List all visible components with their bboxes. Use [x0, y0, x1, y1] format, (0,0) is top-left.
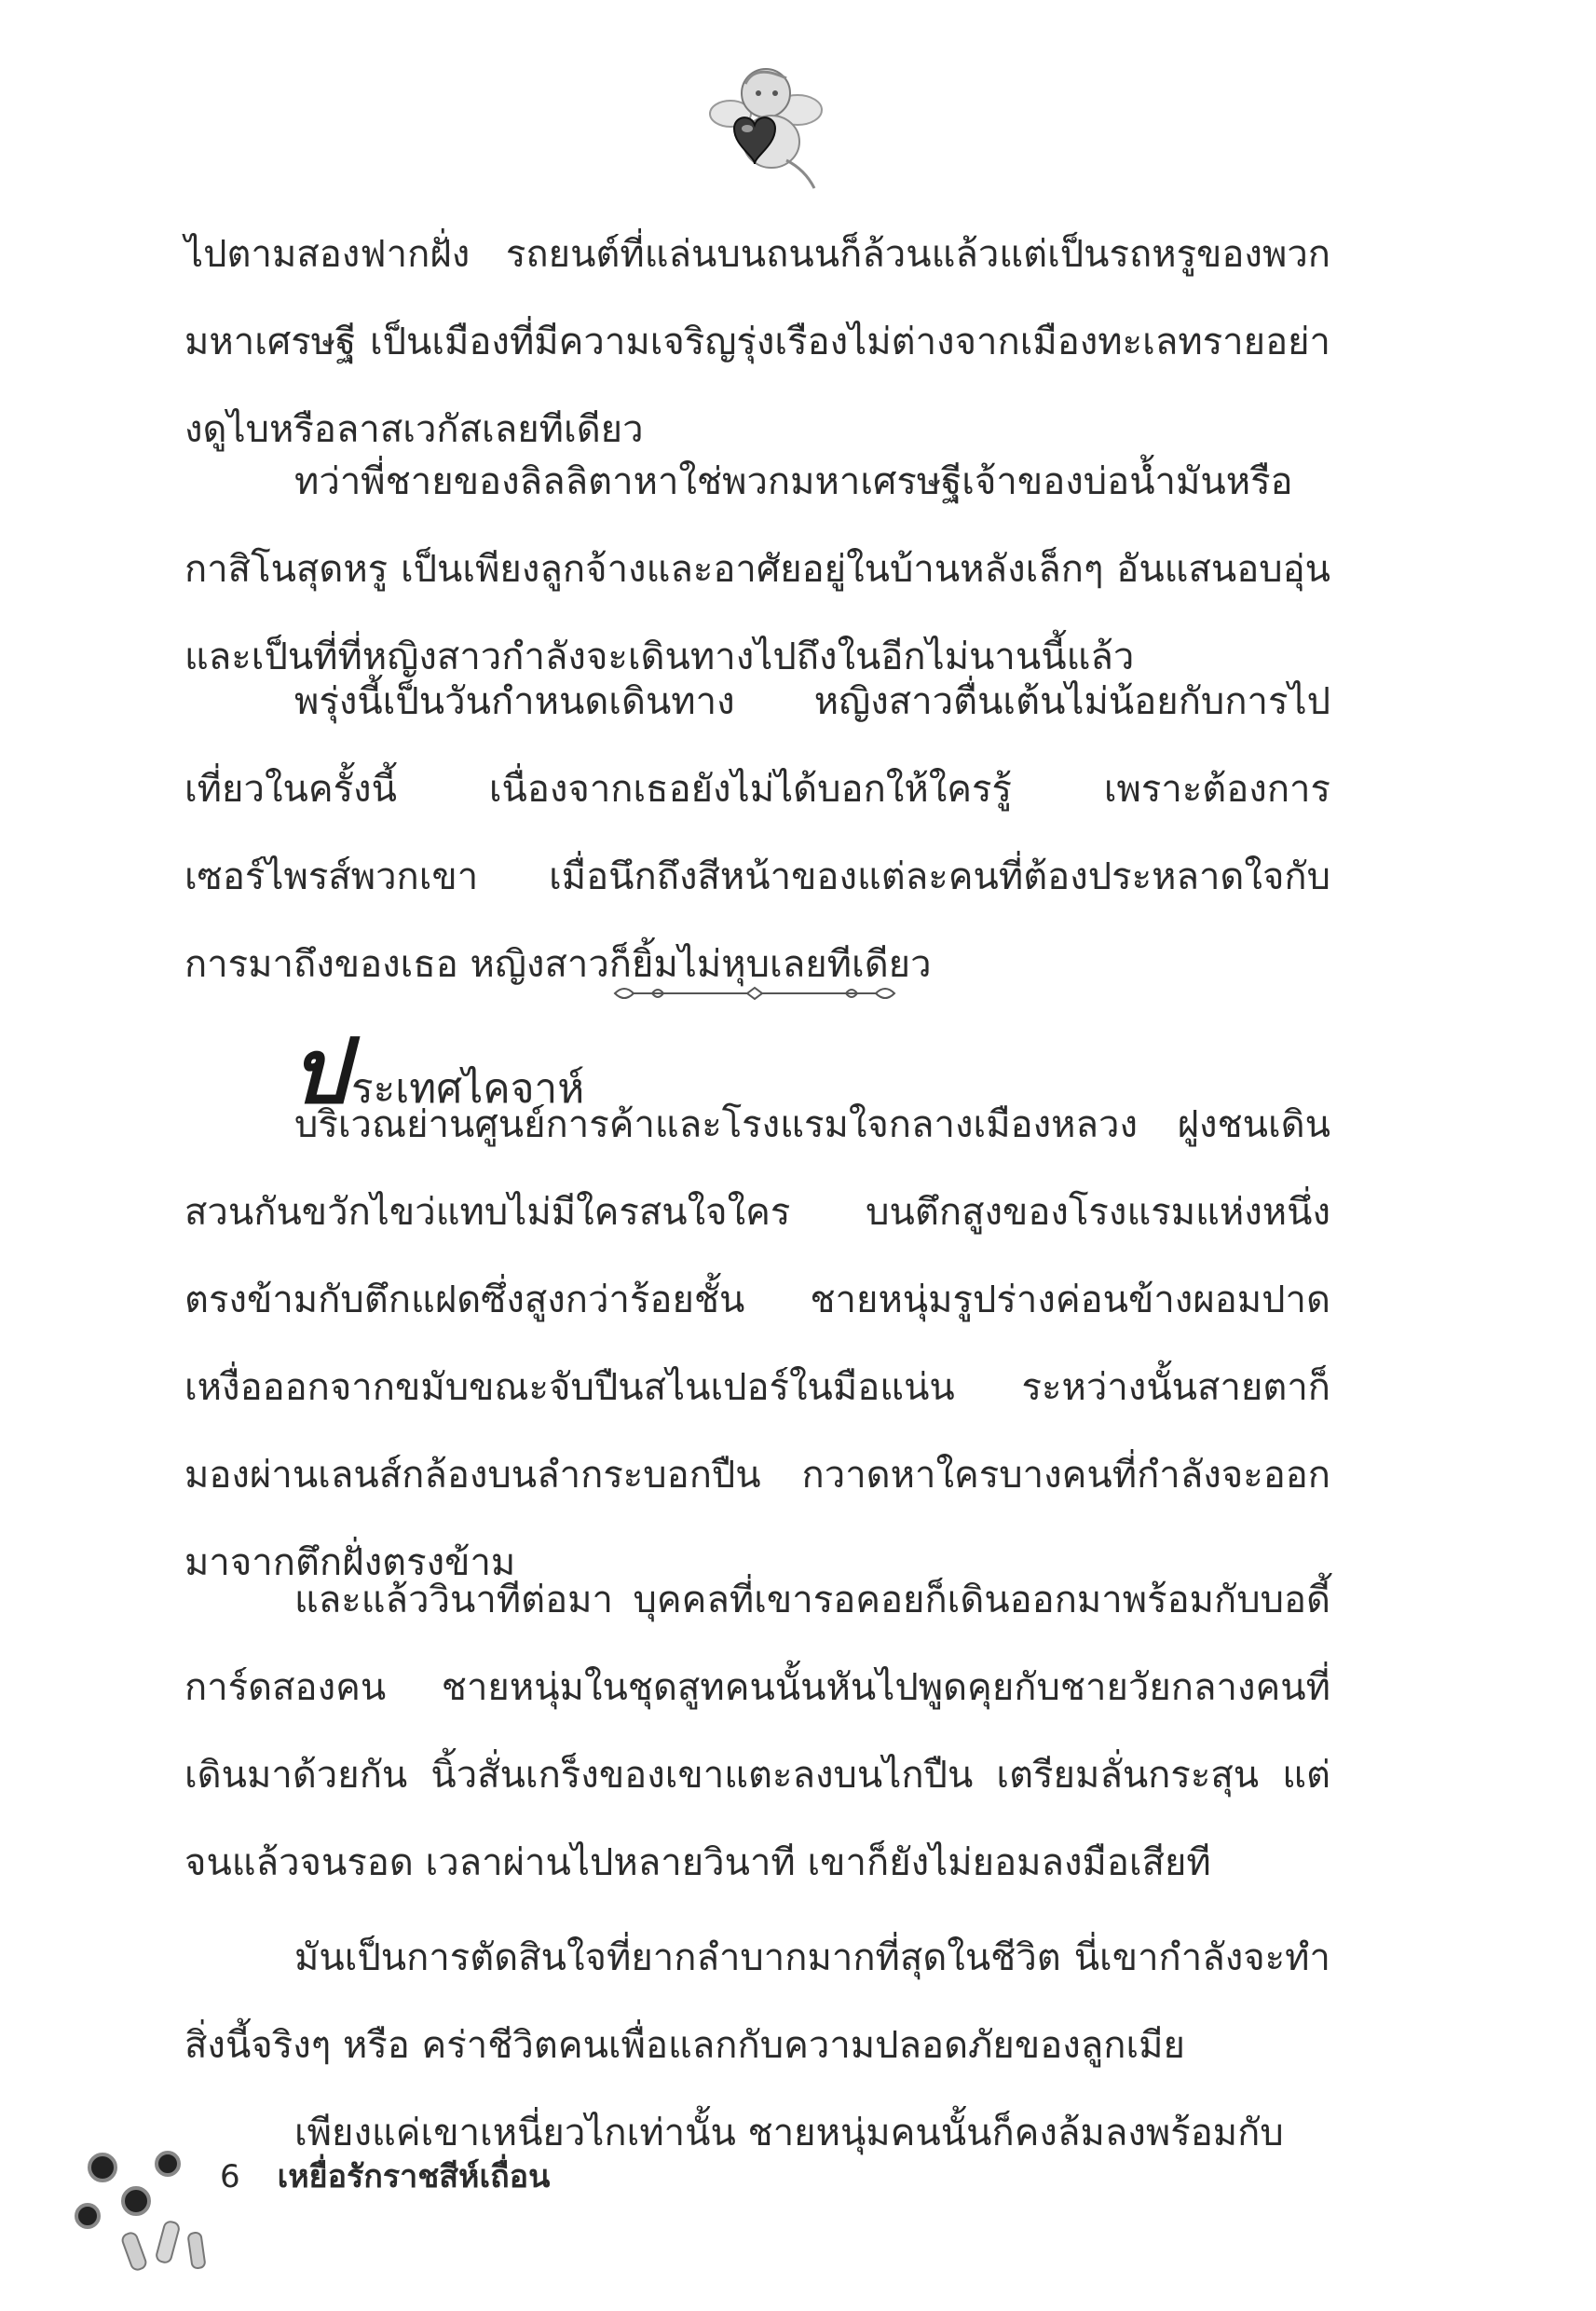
paragraph-4: บริเวณย่านศูนย์การค้าและโรงแรมใจกลางเมืองหลวง ฝูงชนเดินสวนกันขวักไขว่แทบไม่มีใครสนใจใคร บนตึกสูงของโรงแรมแห่งหนึ่ง ตรงข้ามกับตึกแฝดซึ่งสูงกว่าร้อยชั้น ชายหนุ่มรูปร่างค่อนข้างผอมปาดเหงื่อออกจากขมับขณะจับปืนสไนเปอร์ในมือแน่น ระหว่างนั้นสายตาก็มองผ่านเลนส์กล้องบนลำกระบอกปืน กวาดหาใครบางคนที่กำลังจะออกมาจากตึกฝั่งตรงข้าม — [184, 1103, 1330, 1584]
cupid-heart-icon — [697, 56, 827, 196]
paragraph-1: ไปตามสองฟากฝั่ง รถยนต์ที่แล่นบนถนนก็ล้วนแล้วแต่เป็นรถหรูของพวกมหาเศรษฐี เป็นเมืองที่มีความเจริญรุ่งเรืองไม่ต่างจากเมืองทะเลทรายอย่างดูไบหรือลาสเวกัสเลยทีเดียว — [184, 233, 1330, 451]
chapter-dropcap: ป — [291, 1019, 348, 1124]
paragraph-5: และแล้ววินาทีต่อมา บุคคลที่เขารอคอยก็เดินออกมาพร้อมกับบอดี้การ์ดสองคน ชายหนุ่มในชุดสูทคนนั้นหันไปพูดคุยกับชายวัยกลางคนที่เดินมาด้วยกัน นิ้วสั่นเกร็งของเขาแตะลงบนไกปืน เตรียมลั่นกระสุน แต่จนแล้วจนรอด เวลาผ่านไปหลายวินาที เขาก็ยังไม่ยอมลงมือเสียที — [184, 1579, 1330, 1884]
paragraph-7: เพียงแค่เขาเหนี่ยวไกเท่านั้น ชายหนุ่มคนนั้นก็คงล้มลงพร้อมกับ — [294, 2112, 1284, 2154]
page-footer — [220, 2158, 550, 2195]
paragraph-6: มันเป็นการตัดสินใจที่ยากลำบากมากที่สุดในชีวิต นี่เขากำลังจะทำสิ่งนี้จริงๆ หรือ คร่าชีวิตคนเพื่อแลกกับความปลอดภัยของลูกเมีย — [184, 1936, 1330, 2067]
paragraph-3: พรุ่งนี้เป็นวันกำหนดเดินทาง หญิงสาวตื่นเต้นไม่น้อยกับการไปเที่ยวในครั้งนี้ เนื่องจากเธอยังไม่ได้บอกให้ใครรู้ เพราะต้องการเซอร์ไพรส์พวกเขา เมื่อนึกถึงสีหน้าของแต่ละคนที่ต้องประหลาดใจกับการมาถึงของเธอ หญิงสาวก็ยิ้มไม่หุบเลยทีเดียว — [184, 680, 1330, 986]
book-title: เหยื่อรักราชสีห์เถื่อน — [277, 2158, 551, 2195]
chapter-heading-text: ระเทศไคจาห์ — [350, 1065, 585, 1113]
section-divider-ornament — [596, 977, 913, 1010]
bullet-holes-icon — [65, 2143, 214, 2283]
paragraph-2: ทว่าพี่ชายของลิลลิตาหาใช่พวกมหาเศรษฐีเจ้าของบ่อน้ำมันหรือกาสิโนสุดหรู เป็นเพียงลูกจ้างและอาศัยอยู่ในบ้านหลังเล็กๆ อันแสนอบอุ่น และเป็นที่ที่หญิงสาวกำลังจะเดินทางไปถึงในอีกไม่นานนี้แล้ว — [184, 460, 1330, 678]
page-number: 6 — [220, 2158, 240, 2195]
